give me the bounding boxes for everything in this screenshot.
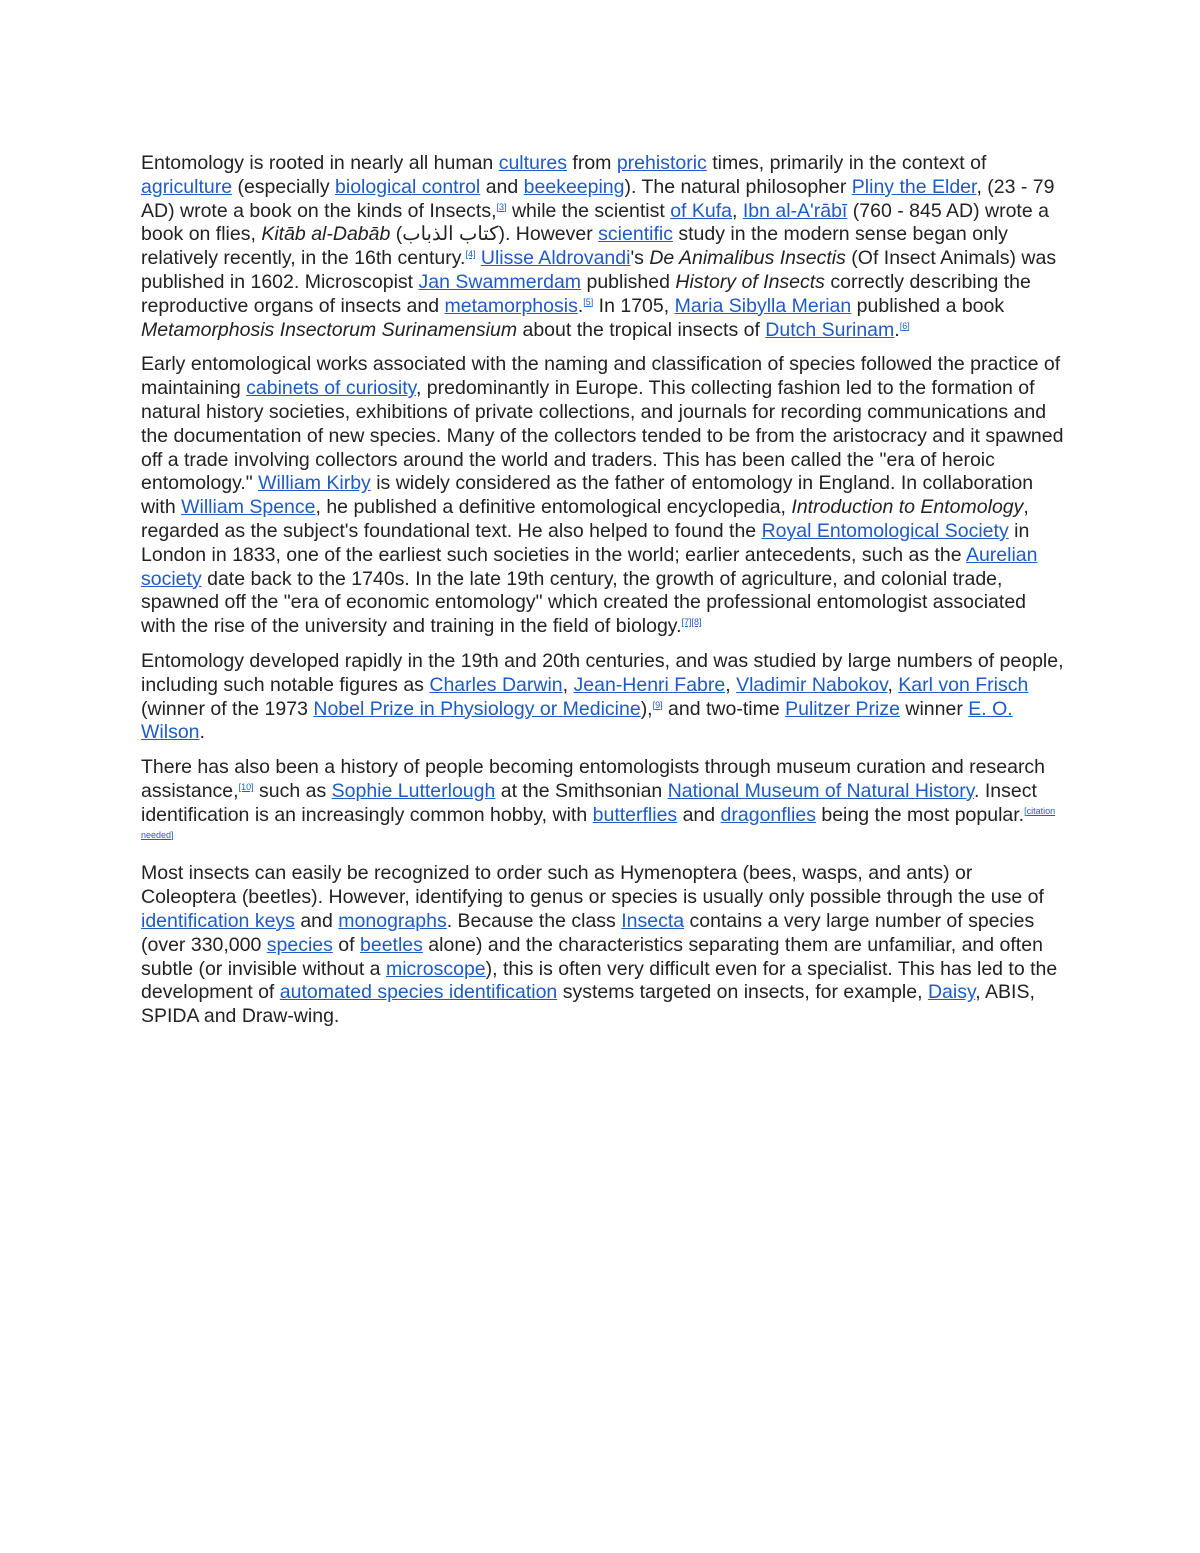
citation-ref[interactable]: [7][8] xyxy=(681,617,702,628)
wiki-link[interactable]: Insecta xyxy=(621,909,685,932)
wiki-link[interactable]: William Spence xyxy=(181,496,316,519)
wiki-link[interactable]: butterflies xyxy=(592,803,678,826)
wiki-link[interactable]: Dutch Surinam xyxy=(765,318,895,341)
text-run: winner xyxy=(899,697,969,720)
citation-ref[interactable]: [3] xyxy=(496,201,507,212)
text-run: . Insect identification is an increasingly common hobby, with xyxy=(141,779,1037,826)
paragraph xyxy=(141,353,1066,639)
text-run: (760 - 845 AD) wrote a book on flies, xyxy=(141,199,1049,246)
text-run: (كتاب الذباب). However xyxy=(390,223,599,246)
italic-title: Introduction to Entomology xyxy=(791,496,1024,519)
wiki-link[interactable]: automated species identification xyxy=(279,981,558,1004)
text-run: , xyxy=(887,673,899,696)
citation-ref[interactable]: [9] xyxy=(652,699,663,710)
wiki-link[interactable]: Royal Entomological Society xyxy=(761,519,1009,542)
wiki-link[interactable]: prehistoric xyxy=(616,152,707,174)
text-run: correctly describing the reproductive organs of insects and xyxy=(141,270,1031,317)
text-run: There has also been a history of people becoming entomologists through museum curation and research assistance, xyxy=(141,756,1046,802)
wiki-link[interactable]: Jean-Henri Fabre xyxy=(573,673,726,696)
wiki-link[interactable]: E. O. Wilson xyxy=(141,697,1013,744)
text-run: . xyxy=(577,294,584,317)
text-run: . xyxy=(199,721,205,744)
text-run: of xyxy=(332,933,360,956)
text-run: Entomology is rooted in nearly all human xyxy=(141,152,499,174)
document-body xyxy=(141,152,1066,1040)
text-run: and xyxy=(677,803,721,826)
text-run: and xyxy=(480,175,524,198)
text-run: , predominantly in Europe. This collecting fashion led to the formation of natural history societies, exhibitions of private collections, and journals for recording communications and the documentation of new species. Many of the collectors tended to be from the aristocracy and it spawned off a trade involving collectors around the world and traders. This has been called the "era of heroic entomology." xyxy=(141,377,1064,495)
citation-ref[interactable]: [10] xyxy=(238,781,254,792)
text-run: Entomology developed rapidly in the 19th and 20th centuries, and was studied by large numbers of people, including such notable figures as xyxy=(141,649,1064,696)
italic-title: Metamorphosis Insectorum Surinamensium xyxy=(141,318,518,341)
text-run: , he published a definitive entomological encyclopedia, xyxy=(315,496,792,519)
wiki-link[interactable]: biological control xyxy=(335,175,481,198)
wiki-link[interactable]: Karl von Frisch xyxy=(898,673,1029,696)
paragraph xyxy=(141,152,1066,342)
text-run: ), this is often very difficult even for a specialist. This has led to the development of xyxy=(141,957,1058,1004)
text-run: date back to the 1740s. In the late 19th century, the growth of agriculture, and colonial trade, spawned off the "era of economic entomology" which created the professional entomologist associated with the rise of the university and training in the field of biology. xyxy=(141,567,1027,638)
text-run: contains a very large number of species (over 330,000 xyxy=(141,909,1035,956)
text-run: (winner of the 1973 xyxy=(141,697,314,720)
wiki-link[interactable]: Pulitzer Prize xyxy=(785,697,900,720)
paragraph xyxy=(141,650,1066,745)
wiki-link[interactable]: cabinets of curiosity xyxy=(246,377,416,400)
wiki-link[interactable]: Pliny the Elder xyxy=(851,175,977,198)
text-run: in London in 1833, one of the earliest such societies in the world; earlier antecedents, such as the xyxy=(141,519,1030,566)
text-run: such as xyxy=(253,779,332,802)
text-run: Most insects can easily be recognized to order such as Hymenoptera (bees, wasps, and ants) or Coleoptera (beetles). However, identifying to genus or species is usually only possible through the use of xyxy=(141,862,1044,909)
text-run: about the tropical insects of xyxy=(517,318,766,341)
wiki-link[interactable]: Maria Sibylla Merian xyxy=(674,294,852,317)
text-run: Early entomological works associated with the naming and classification of species followed the practice of maintaining xyxy=(141,353,1061,400)
wiki-link[interactable]: Nobel Prize in Physiology or Medicine xyxy=(313,697,641,720)
text-run: is widely considered as the father of entomology in England. In collaboration with xyxy=(141,472,1034,519)
citation-ref[interactable]: [5] xyxy=(583,296,594,307)
text-run: (Of Insect Animals) was published in 1602. Microscopist xyxy=(141,247,1057,293)
text-run: . Because the class xyxy=(446,909,622,932)
text-run: , xyxy=(731,199,743,222)
text-run: alone) and the characteristics separating them are unfamiliar, and often subtle (or invisible without a xyxy=(141,933,1043,980)
text-run: and two-time xyxy=(662,697,786,720)
paragraph xyxy=(141,862,1066,1029)
text-run: ), xyxy=(640,697,653,720)
citation-ref[interactable]: [6] xyxy=(899,320,910,331)
wiki-link[interactable]: Aurelian society xyxy=(141,543,1038,590)
wiki-link[interactable]: microscope xyxy=(385,957,486,980)
text-run: times, primarily in the context of xyxy=(706,152,987,174)
text-run: systems targeted on insects, for example, xyxy=(557,981,928,1004)
text-run: from xyxy=(566,152,617,174)
text-run: , ABIS, SPIDA and Draw-wing. xyxy=(141,981,1035,1028)
wiki-link[interactable]: Vladimir Nabokov xyxy=(736,673,888,696)
wiki-link[interactable]: dragonflies xyxy=(720,803,816,826)
wiki-link[interactable]: scientific xyxy=(598,223,673,246)
text-run: published xyxy=(581,270,676,293)
paragraph xyxy=(141,756,1066,851)
text-run: being the most popular. xyxy=(815,803,1025,826)
wiki-link[interactable]: William Kirby xyxy=(258,472,371,495)
text-run: ). The natural philosopher xyxy=(624,175,852,198)
text-run: , xyxy=(562,673,574,696)
wiki-link[interactable]: metamorphosis xyxy=(444,294,578,317)
text-run: , xyxy=(725,673,737,696)
italic-title: History of Insects xyxy=(675,270,825,293)
wiki-link[interactable]: cultures xyxy=(498,152,567,174)
text-run: (especially xyxy=(232,175,336,198)
wiki-link[interactable]: National Museum of Natural History xyxy=(667,779,975,802)
italic-title: De Animalibus Insectis xyxy=(649,247,846,270)
text-run: and xyxy=(294,909,339,932)
text-run: study in the modern sense began only relatively recently, in the 16th century. xyxy=(141,223,1008,270)
wiki-link[interactable]: Jan Swammerdam xyxy=(418,270,582,293)
text-run: , (23 - 79 AD) wrote a book on the kinds of Insects, xyxy=(141,175,1055,222)
wiki-link[interactable]: Daisy xyxy=(927,981,976,1004)
wiki-link[interactable]: Ibn al-A'rābī xyxy=(742,199,848,222)
wiki-link[interactable]: monographs xyxy=(338,909,447,932)
wiki-link[interactable]: Charles Darwin xyxy=(429,673,563,696)
wiki-link[interactable]: agriculture xyxy=(141,175,233,198)
text-run: , regarded as the subject's foundational text. He also helped to found the xyxy=(141,496,1029,542)
text-run: published a book xyxy=(851,294,1005,317)
wiki-link[interactable]: identification keys xyxy=(141,909,295,932)
wiki-link[interactable]: species xyxy=(266,933,333,956)
text-run: In 1705, xyxy=(593,294,675,317)
wiki-link[interactable]: of Kufa xyxy=(670,199,732,222)
text-run: at the Smithsonian xyxy=(495,779,668,802)
wiki-link[interactable]: Sophie Lutterlough xyxy=(331,779,496,802)
wiki-link[interactable]: Ulisse Aldrovandi xyxy=(480,247,631,270)
text-run: . xyxy=(894,318,900,341)
italic-title: Kitāb al-Dabāb xyxy=(261,223,391,246)
wiki-link[interactable]: beekeeping xyxy=(523,175,625,198)
wiki-link[interactable]: beetles xyxy=(360,933,423,956)
citation-ref[interactable]: [4] xyxy=(465,249,476,260)
text-run: while the scientist xyxy=(506,199,671,222)
text-run: 's xyxy=(630,247,650,270)
citation-ref[interactable]: [citation needed] xyxy=(141,805,1056,840)
